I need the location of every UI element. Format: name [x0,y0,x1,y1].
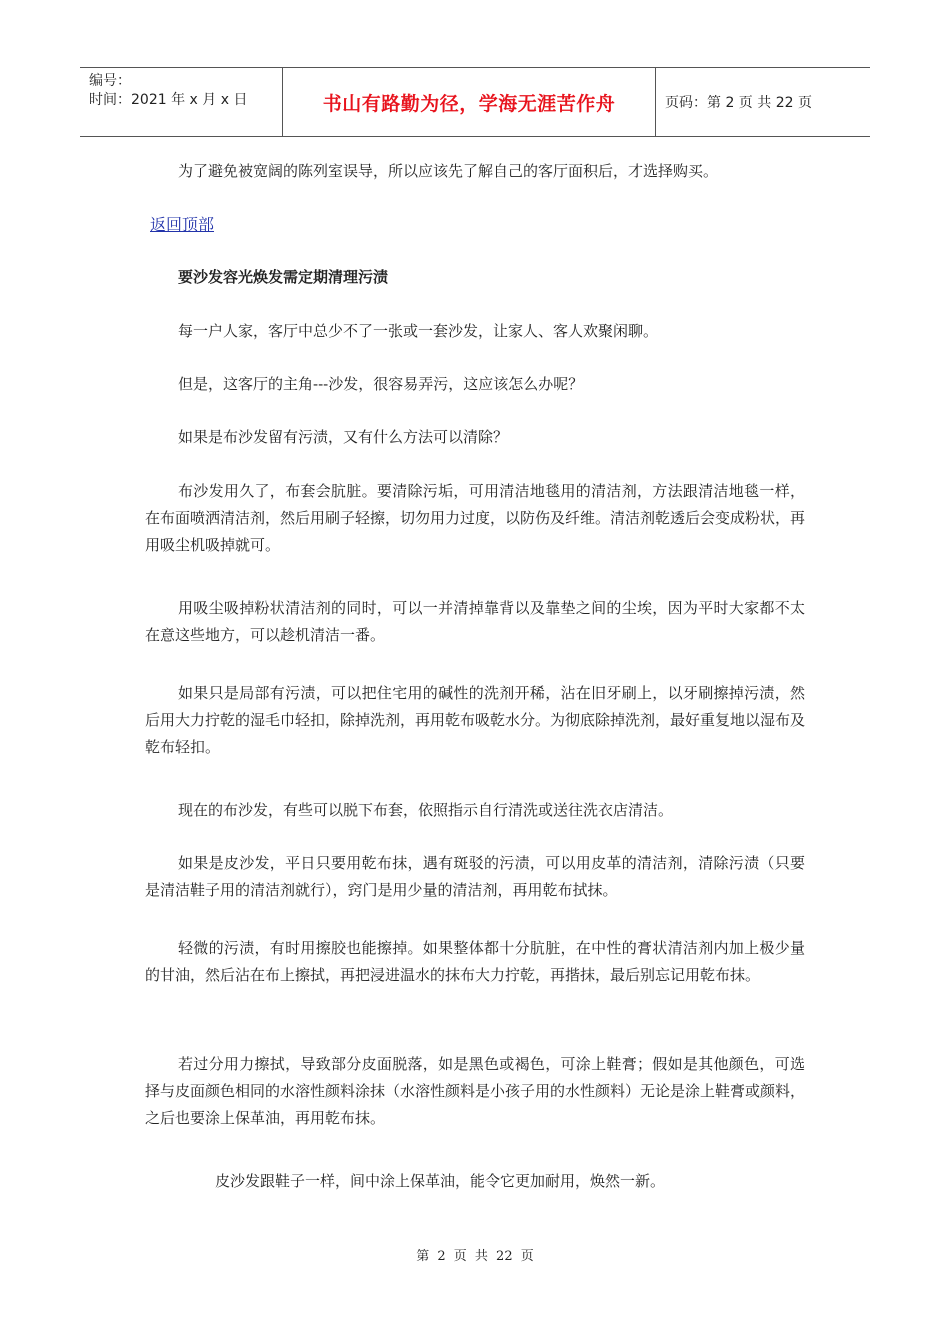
paragraph-1: 每一户人家，客厅中总少不了一张或一套沙发，让家人、客人欢聚闲聊。 [178,322,659,340]
paragraph-9: 轻微的污渍，有时用擦胶也能擦掉。如果整体都十分肮脏，在中性的膏状清洁剂内加上极少量的甘油，然后沾在布上擦拭，再把浸进温水的抹布大力拧乾，再揩抹，最后别忘记用乾布抹。 [145,939,805,984]
header-table [80,67,870,137]
paragraph-5: 用吸尘吸掉粉状清洁剂的同时，可以一并清掉靠背以及靠垫之间的尘埃，因为平时大家都不太在意这些地方，可以趁机清洁一番。 [145,599,805,644]
header-meta [80,68,283,136]
paragraph-2: 但是，这客厅的主角---沙发，很容易弄污，这应该怎么办呢？ [178,375,584,393]
paragraph-7: 现在的布沙发，有些可以脱下布套，依照指示自行清洗或送往洗衣店清洁。 [178,801,674,819]
number-label: 编号： [89,73,131,89]
paragraph-11: 皮沙发跟鞋子一样，间中涂上保革油，能令它更加耐用，焕然一新。 [215,1172,666,1190]
paragraph-6: 如果只是局部有污渍，可以把住宅用的碱性的洗剂开稀，沾在旧牙刷上，以牙刷擦掉污渍，然后用大力拧乾的湿毛巾轻扣，除掉洗剂，再用乾布吸乾水分。为彻底除掉洗剂，最好重复地以湿布及乾布轻扣。 [145,684,806,756]
back-to-top-link[interactable]: 返回顶部 [150,215,215,234]
paragraph-4: 布沙发用久了，布套会肮脏。要清除污垢，可用清洁地毯用的清洁剂，方法跟清洁地毯一样，在布面喷洒清洁剂，然后用刷子轻擦，切勿用力过度，以防伤及纤维。清洁剂乾透后会变成粉状，再用吸尘机吸掉就可。 [145,482,806,554]
paragraph-3: 如果是布沙发留有污渍，又有什么方法可以清除？ [178,428,509,446]
time-label: 时间：2021 年 x 月 x 日 [89,92,248,108]
header-motto: 书山有路勤为径，学海无涯苦作舟 [283,68,656,136]
header-page-info: 页码：第 2 页 共 22 页 [665,95,812,111]
paragraph-10: 若过分用力擦拭，导致部分皮面脱落，如是黑色或褐色，可涂上鞋膏；假如是其他颜色，可选择与皮面颜色相同的水溶性颜料涂抹（水溶性颜料是小孩子用的水性颜料）无论是涂上鞋膏或颜料，之后也要涂上保革油，再用乾布抹。 [145,1055,806,1127]
section-title: 要沙发容光焕发需定期清理污渍 [178,268,389,286]
intro-paragraph: 为了避免被宽阔的陈列室误导，所以应该先了解自己的客厅面积后，才选择购买。 [178,162,719,180]
page-footer: 第 2 页 共 22 页 [416,1249,534,1264]
paragraph-8: 如果是皮沙发，平日只要用乾布抹，遇有斑驳的污渍，可以用皮革的清洁剂，清除污渍（只要是清洁鞋子用的清洁剂就行），窍门是用少量的清洁剂，再用乾布拭抹。 [145,854,805,899]
